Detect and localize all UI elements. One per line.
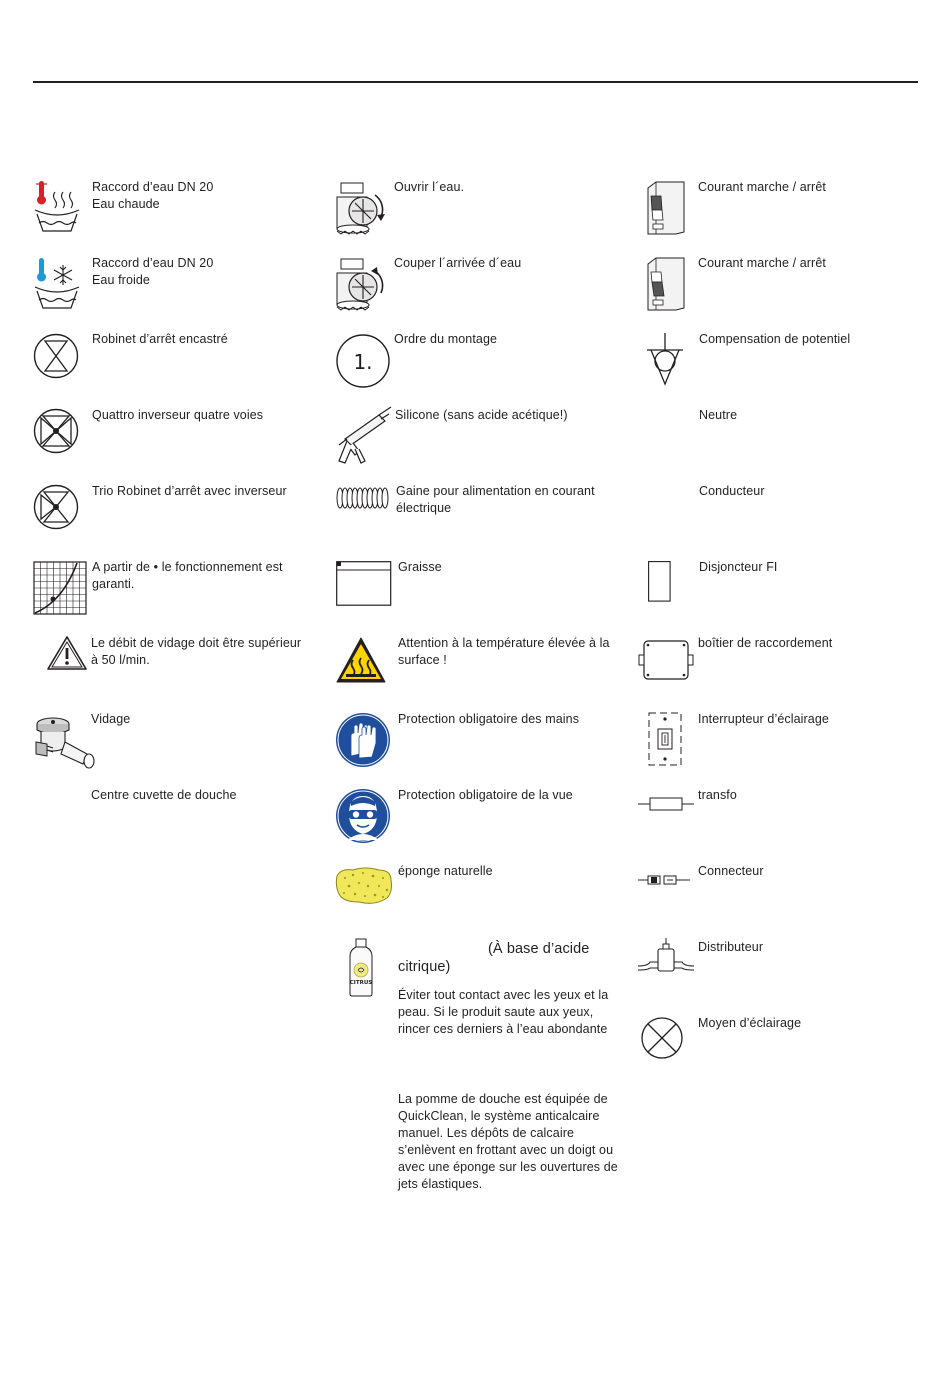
distributor-label: Distributeur (698, 940, 764, 954)
transformer-label: transfo (698, 788, 737, 802)
assembly-order-label: Ordre du montage (394, 332, 498, 346)
silicone-label: Silicone (sans acide acétique!) (395, 408, 568, 422)
shower-tray-center-label: Centre cuvette de douche (91, 788, 237, 802)
transformer-icon (638, 795, 694, 813)
conductor-label: Conducteur (699, 484, 765, 498)
trio-diverter-icon (33, 484, 79, 530)
connector-icon (638, 872, 694, 888)
drain-label: Vidage (91, 712, 131, 726)
conduit-label: Gaine pour alimentation en courant électrique (396, 484, 595, 515)
equipotential-icon (645, 332, 685, 386)
quickclean-paragraph: La pomme de douche est équipée de QuickClean, le système anticalcaire manuel. Les dépôts de calcaire s’enlèvent en frottant avec un doigt ou avec une éponge sur les ouvertures de jets élastiques. (398, 1092, 618, 1191)
assembly-order-icon (335, 333, 391, 389)
conduit-icon (336, 486, 392, 510)
junction-box-icon (638, 637, 694, 683)
open-water-label: Ouvrir l´eau. (394, 180, 465, 194)
connector-label: Connecteur (698, 864, 764, 878)
light-switch-icon (647, 711, 683, 767)
goggles-label: Protection obligatoire de la vue (398, 788, 573, 802)
rcd-breaker-label: Disjoncteur FI (699, 560, 778, 574)
power-switch-off-icon (646, 256, 686, 312)
distributor-icon (638, 938, 694, 978)
warning-label: Le débit de vidage doit être supérieur à 50 l/min. (91, 636, 302, 667)
eye-protection-icon (335, 788, 391, 844)
equipotential-label: Compensation de potentiel (699, 332, 851, 346)
open-water-icon (335, 181, 387, 235)
gloves-required-icon (335, 712, 391, 768)
junction-box-label: boîtier de raccordement (698, 636, 833, 650)
shutoff-valve-label: Robinet d’arrêt encastré (92, 332, 228, 346)
lamp-icon (640, 1016, 684, 1060)
trio-diverter-label: Trio Robinet d’arrêt avec inverseur (92, 484, 287, 498)
cold-water-icon (33, 255, 81, 311)
warning-triangle-icon (46, 635, 88, 671)
header-rule (33, 81, 918, 83)
pressure-graph-icon (33, 561, 87, 615)
close-water-label: Couper l´arrivée d´eau (394, 256, 522, 270)
drain-icon (33, 712, 97, 772)
hot-water-icon (33, 178, 81, 234)
hot-surface-label: Attention à la température élevée à la surface ! (398, 636, 610, 667)
power-switch-on-icon (646, 180, 686, 236)
sponge-icon (335, 864, 393, 906)
citric-cleaner-bottle-icon (346, 938, 376, 998)
grease-label: Graisse (398, 560, 442, 574)
shutoff-valve-icon (33, 333, 79, 379)
silicone-gun-icon (335, 405, 395, 465)
pressure-graph-label: A partir de • le fonctionnement est garanti. (92, 560, 283, 591)
eye-contact-warning: Éviter tout contact avec les yeux et la peau. Si le produit saute aux yeux, rincer ces derniers à l’eau abondante (398, 988, 609, 1036)
quattro-diverter-icon (33, 408, 79, 454)
close-water-icon (335, 257, 387, 311)
power-switch-on-label: Courant marche / arrêt (698, 180, 826, 194)
light-switch-label: Interrupteur d’éclairage (698, 712, 829, 726)
lamp-label: Moyen d’éclairage (698, 1016, 802, 1030)
grease-icon (336, 561, 392, 607)
cold-water-label: Raccord d’eau DN 20 Eau froide (92, 256, 214, 287)
hot-water-label: Raccord d’eau DN 20 Eau chaude (92, 180, 214, 211)
gloves-label: Protection obligatoire des mains (398, 712, 580, 726)
rcd-breaker-icon (648, 561, 672, 603)
hot-surface-icon (335, 636, 387, 684)
citric-acid-label: (À base d’acide citrique) (398, 941, 590, 975)
quattro-diverter-label: Quattro inverseur quatre voies (92, 408, 264, 422)
neutral-label: Neutre (699, 408, 738, 422)
power-switch-off-label: Courant marche / arrêt (698, 256, 826, 270)
sponge-label: éponge naturelle (398, 864, 493, 878)
citrus-text: CITRUS (349, 980, 373, 986)
order-number: 1. (353, 350, 373, 374)
